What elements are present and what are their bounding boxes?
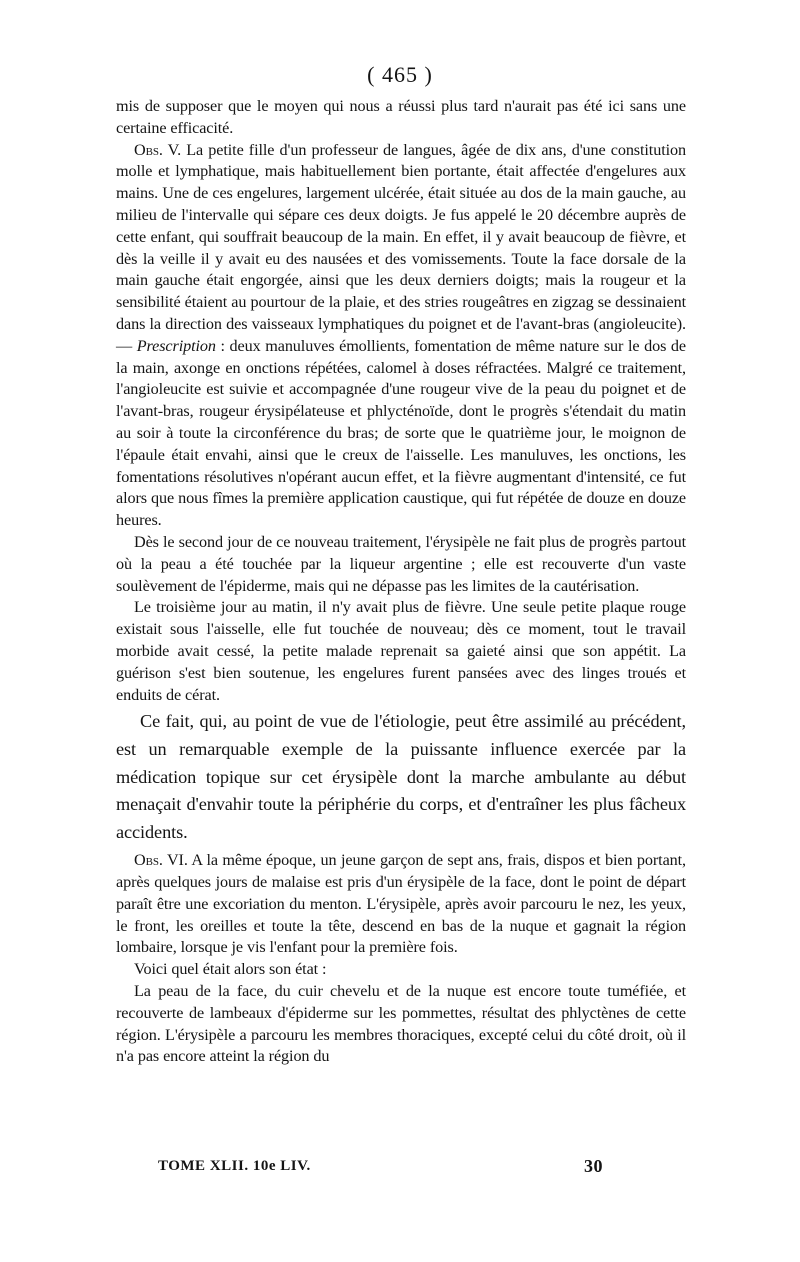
- paragraph-4: Le troisième jour au matin, il n'y avait plus de fièvre. Une seule petite plaque rouge existait sous l'aisselle, elle fut touchée de nouveau; dès ce moment, tout le travail morbide avait cessé, la petite malade reprenait sa gaieté ainsi que son appétit. La guérison s'est bien soutenue, les engelures furent pansées avec des linges troués et enduits de cérat.: [116, 598, 686, 704]
- observation-v-text-a: La petite fille d'un professeur de langues, âgée de dix ans, d'une constitution molle et lymphatique, mais habituellement bien portante, était affectée d'engelures aux mains. Une de ces engelures, largement ulcérée, était située au dos de la main gauche, au milieu de l'intervalle qui sépare ces deux doigts. Je fus appelé le 20 décembre auprès de cette enfant, qui souffrait beaucoup de la main. En effet, il y avait beaucoup de fièvre, et dès la veille il y avait eu des nausées et des vomissements. Toute la face dorsale de la main gauche était engorgée, ainsi que les deux derniers doigts; mais la rougeur et la sensibilité étaient au pourtour de la plaie, et des stries rougeâtres en zigzag se dessinaient dans la direction des vaisseaux lymphatiques du poignet et de l'avant-bras (angioleucite). —: [116, 140, 686, 355]
- page-number: ( 465 ): [367, 62, 433, 87]
- paragraph-3: Dès le second jour de ce nouveau traitement, l'érysipèle ne fait plus de progrès partout où la peau a été touchée par la liqueur argentine ; elle est recouverte d'un vaste soulèvement de l'épiderme, mais qui ne dépasse pas les limites de la cautérisation.: [116, 532, 686, 595]
- paragraph-1: mis de supposer que le moyen qui nous a réussi plus tard n'aurait pas été ici sans une certaine efficacité.: [116, 97, 686, 137]
- observation-vi: [116, 850, 686, 959]
- paragraph-7: Voici quel était alors son état :: [134, 960, 327, 979]
- signature-mark: TOME XLII. 10e LIV.: [158, 1158, 311, 1174]
- observation-v-label: Obs. V.: [134, 140, 182, 159]
- prescription-label: Prescription: [136, 336, 216, 355]
- paragraph-8: La peau de la face, du cuir chevelu et de la nuque est encore toute tuméfiée, et recouverte de lambeaux d'épiderme sur les pommettes, résultat des phlyctènes de cette région. L'érysipèle a parcouru les membres thoraciques, excepté celui du côté droit, où il n'a pas encore atteint la région du: [116, 982, 686, 1066]
- sheet-number: 30: [584, 1156, 603, 1176]
- observation-v-text-b: : deux manuluves émollients, fomentation de même nature sur le dos de la main, axonge en onctions répétées, calomel à doses réfractées. Malgré ce traitement, l'angioleucite est suivie et accompagnée d'une rougeur vive de la peau du poignet et de l'avant-bras, rougeur érysipélateuse et phlycténoïde, dont le progrès s'étendait du matin au soir à toute la circonférence du bras; de sorte que le quatrième jour, le moignon de l'épaule était envahi, ainsi que le creux de l'aisselle. Les manuluves, les onctions, les fomentations résolutives n'opérant aucun effet, et la fièvre augmentant d'intensité, ce fut alors que nous fîmes la première application caustique, qui fut répétée de douze en douze heures.: [116, 336, 686, 530]
- page-body: [116, 96, 686, 1068]
- commentary-paragraph: Ce fait, qui, au point de vue de l'étiologie, peut être assimilé au précédent, est un remarquable exemple de la puissante influence exercée par la médication topique sur cet érysipèle dont la marche ambulante au début menaçait d'envahir toute la périphérie du corps, et d'entraîner les plus fâcheux accidents.: [116, 711, 686, 842]
- observation-v: [116, 140, 686, 532]
- observation-vi-text: A la même époque, un jeune garçon de sept ans, frais, dispos et bien portant, après quelques jours de malaise est pris d'un érysipèle de la face, dont le point de départ paraît être une excoriation du menton. L'érysipèle, après avoir parcouru le nez, les yeux, le front, les oreilles et toute la tête, descend en bas de la nuque et gagnait la région lombaire, lorsque je vis l'enfant pour la première fois.: [116, 851, 686, 957]
- observation-vi-label: Obs. VI.: [134, 851, 188, 870]
